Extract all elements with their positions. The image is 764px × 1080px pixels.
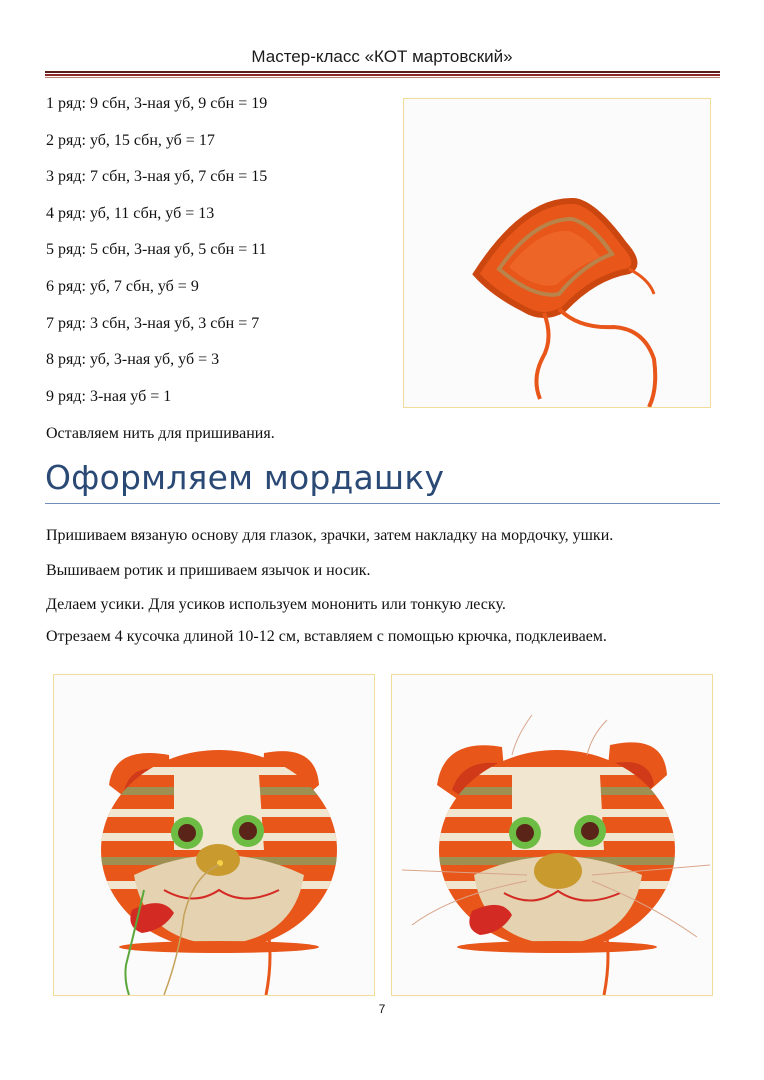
instruction-paragraph: Отрезаем 4 кусочка длиной 10-12 см, вставляем с помощью крючка, подклеиваем.	[46, 628, 607, 645]
pattern-row: 1 ряд: 9 сбн, 3-ная уб, 9 сбн = 19	[46, 95, 268, 112]
header-rule	[45, 77, 720, 78]
header-rule	[45, 74, 720, 76]
pattern-row: 4 ряд: уб, 11 сбн, уб = 13	[46, 204, 215, 222]
instruction-paragraph: Делаем усики. Для усиков используем мононить или тонкую леску.	[46, 596, 506, 613]
page-number: 7	[378, 1002, 386, 1016]
header-rule	[45, 71, 720, 73]
pattern-row: 2 ряд: уб, 15 сбн, уб = 17	[46, 131, 215, 149]
pattern-row: 8 ряд: уб, 3-ная уб, уб = 3	[46, 351, 220, 369]
pattern-row: 5 ряд: 5 сбн, 3-ная уб, 5 сбн = 11	[46, 241, 267, 259]
instruction-paragraph: Вышиваем ротик и пришиваем язычок и носик.	[46, 562, 371, 579]
section-heading: Оформляем мордашку	[45, 458, 445, 497]
section-rule	[45, 503, 720, 504]
instruction-paragraph: Пришиваем вязаную основу для глазок, зрачки, затем накладку на мордочку, ушки.	[46, 527, 614, 544]
cat-face-photo-assembly	[53, 674, 375, 996]
ear-photo	[403, 98, 711, 408]
pattern-row: 7 ряд: 3 сбн, 3-ная уб, 3 сбн = 7	[46, 314, 260, 332]
cat-face-photo-finished	[391, 674, 713, 996]
pattern-row: 6 ряд: уб, 7 сбн, уб = 9	[46, 277, 199, 295]
leave-thread-note: Оставляем нить для пришивания.	[46, 425, 275, 442]
pattern-row: 3 ряд: 7 сбн, 3-ная уб, 7 сбн = 15	[46, 168, 268, 186]
ear-pattern-rows	[46, 94, 386, 423]
pattern-row: 9 ряд: 3-ная уб = 1	[46, 387, 172, 405]
header-title: Мастер-класс «КОТ мартовский»	[251, 47, 513, 66]
